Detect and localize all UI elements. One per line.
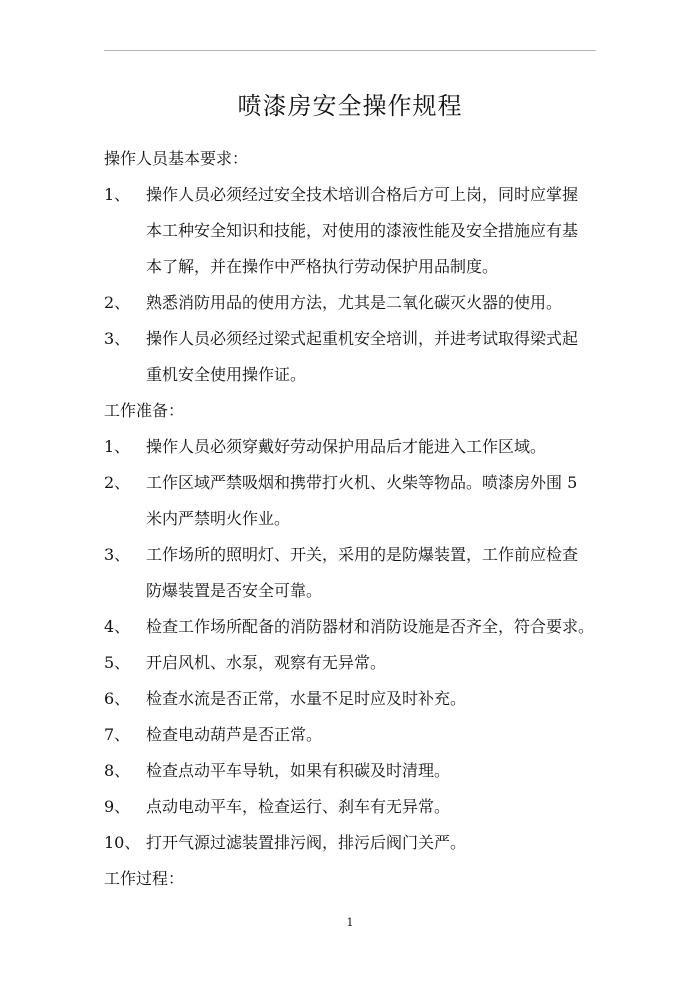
- item-line: 工作场所的照明灯、开关，采用的是防爆装置，工作前应检查: [146, 545, 579, 564]
- item-number: 4、: [104, 617, 131, 636]
- item-number: 3、: [104, 545, 131, 564]
- item-text: [146, 184, 604, 292]
- item-line: 开启风机、水泵，观察有无异常。: [146, 653, 387, 672]
- list-item: [104, 472, 604, 544]
- item-line: 本了解，并在操作中严格执行劳动保护用品制度。: [146, 257, 499, 276]
- item-line: 工作区域严禁吸烟和携带打火机、火柴等物品。喷漆房外围 5: [146, 473, 578, 492]
- item-line: 检查工作场所配备的消防器材和消防设施是否齐全，符合要求。: [146, 617, 595, 636]
- item-line: 熟悉消防用品的使用方法，尤其是二氧化碳灭火器的使用。: [146, 293, 563, 312]
- item-text: [146, 832, 604, 868]
- item-number: 9、: [104, 797, 131, 816]
- item-line: 防爆装置是否安全可靠。: [146, 581, 323, 600]
- item-text: [146, 760, 604, 796]
- item-number: 1、: [104, 437, 131, 456]
- item-number: 6、: [104, 689, 131, 708]
- list-item: [104, 652, 604, 688]
- list-item: [104, 796, 604, 832]
- item-text: [146, 724, 604, 760]
- item-line: 检查电动葫芦是否正常。: [146, 725, 323, 744]
- item-number: 2、: [104, 473, 131, 492]
- item-line: 重机安全使用操作证。: [146, 365, 307, 384]
- document-title: 喷漆房安全操作规程: [237, 92, 463, 120]
- item-line: 米内严禁明火作业。: [146, 509, 291, 528]
- item-text: [146, 652, 604, 688]
- list-item: [104, 832, 604, 868]
- item-line: 检查点动平车导轨，如果有积碳及时清理。: [146, 761, 451, 780]
- item-text: [146, 328, 604, 400]
- item-text: [146, 616, 604, 652]
- item-number: 7、: [104, 725, 131, 744]
- list-item: [104, 760, 604, 796]
- list-item: [104, 184, 604, 292]
- item-text: [146, 544, 604, 616]
- list-item: [104, 688, 604, 724]
- item-line: 打开气源过滤装置排污阀，排污后阀门关严。: [146, 833, 467, 852]
- section-heading: 操作人员基本要求：: [104, 149, 249, 168]
- item-line: 点动电动平车，检查运行、刹车有无异常。: [146, 797, 451, 816]
- list-item: [104, 292, 604, 328]
- item-number: 1、: [104, 185, 131, 204]
- header-rule: [104, 50, 596, 51]
- item-text: [146, 436, 604, 472]
- list-item: [104, 724, 604, 760]
- page-number: 1: [346, 916, 354, 929]
- section-heading: 工作过程：: [104, 869, 185, 888]
- item-line: 本工种安全知识和技能，对使用的漆液性能及安全措施应有基: [146, 221, 579, 240]
- item-text: [146, 688, 604, 724]
- item-text: [146, 472, 604, 544]
- list-item: [104, 436, 604, 472]
- item-number: 2、: [104, 293, 131, 312]
- document-body: [104, 148, 604, 904]
- list-item: [104, 328, 604, 400]
- list-item: [104, 616, 604, 652]
- item-line: 操作人员必须穿戴好劳动保护用品后才能进入工作区域。: [146, 437, 547, 456]
- item-line: 操作人员必须经过梁式起重机安全培训，并进考试取得梁式起: [146, 329, 579, 348]
- item-number: 8、: [104, 761, 131, 780]
- item-line: 检查水流是否正常，水量不足时应及时补充。: [146, 689, 467, 708]
- item-number: 10、: [104, 833, 141, 852]
- section-heading: 工作准备：: [104, 401, 185, 420]
- item-text: [146, 796, 604, 832]
- item-number: 3、: [104, 329, 131, 348]
- list-item: [104, 544, 604, 616]
- item-number: 5、: [104, 653, 131, 672]
- item-text: [146, 292, 604, 328]
- item-line: 操作人员必须经过安全技术培训合格后方可上岗，同时应掌握: [146, 185, 579, 204]
